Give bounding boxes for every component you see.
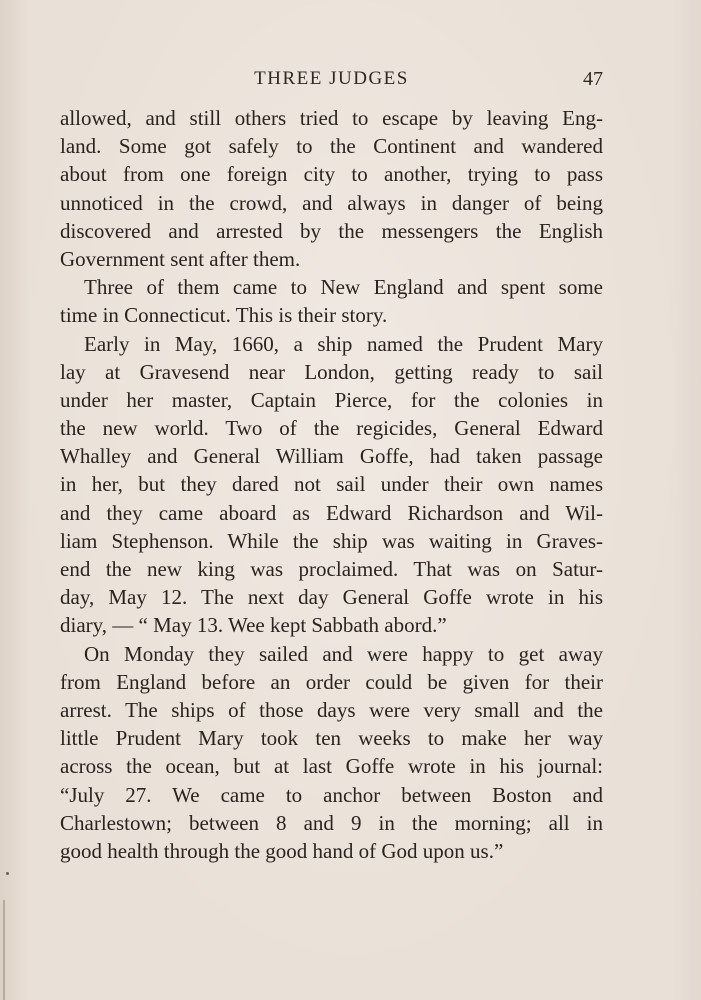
text-line: little Prudent Mary took ten weeks to make her way [60,726,603,751]
text-line: under her master, Captain Pierce, for the colonies in [60,387,603,412]
text-line: lay at Gravesend near London, getting ready to sail [60,359,603,384]
text-line: “July 27. We came to anchor between Boston and [60,782,603,807]
text-line: land. Some got safely to the Continent and wandered [60,134,603,159]
text-line: the new world. Two of the regicides, General Edward [60,416,603,441]
text-line: good health through the good hand of God upon us.” [60,838,504,863]
text-line: Whalley and General William Goffe, had taken passage [60,444,603,469]
text-line: discovered and arrested by the messengers the English [60,218,603,243]
text-line: diary, — “ May 13. Wee kept Sabbath abord.” [60,613,447,638]
text-line: in her, but they dared not sail under their own names [60,472,603,497]
text-line: day, May 12. The next day General Goffe wrote in his [60,585,603,610]
text-line: On Monday they sailed and were happy to get away [84,641,603,666]
text-line: across the ocean, but at last Goffe wrote in his journal: [60,754,603,779]
page-number: 47 [583,68,603,90]
text-line: arrest. The ships of those days were very small and the [60,697,603,722]
running-title: THREE JUDGES [254,68,409,89]
text-line: Government sent after them. [60,246,301,271]
text-line: and they came aboard as Edward Richardson and Wil- [60,500,603,525]
text-line: liam Stephenson. While the ship was waiting in Graves- [60,528,603,553]
text-line: unnoticed in the crowd, and always in danger of being [60,190,603,215]
ink-speck [6,872,9,875]
text-line: from England before an order could be given for their [60,669,603,694]
text-line: Early in May, 1660, a ship named the Prudent Mary [84,331,603,356]
text-line: Three of them came to New England and spent some [84,275,603,300]
text-line: allowed, and still others tried to escape by leaving Eng- [60,106,603,130]
text-line: time in Connecticut. This is their story. [60,303,388,328]
page-header [60,68,603,96]
text-line: Charlestown; between 8 and 9 in the morning; all in [60,810,603,835]
text-line: about from one foreign city to another, trying to pass [60,162,603,187]
page-edge-mark [3,900,5,1000]
body-text [60,104,603,865]
text-line: end the new king was proclaimed. That was on Satur- [60,557,603,581]
